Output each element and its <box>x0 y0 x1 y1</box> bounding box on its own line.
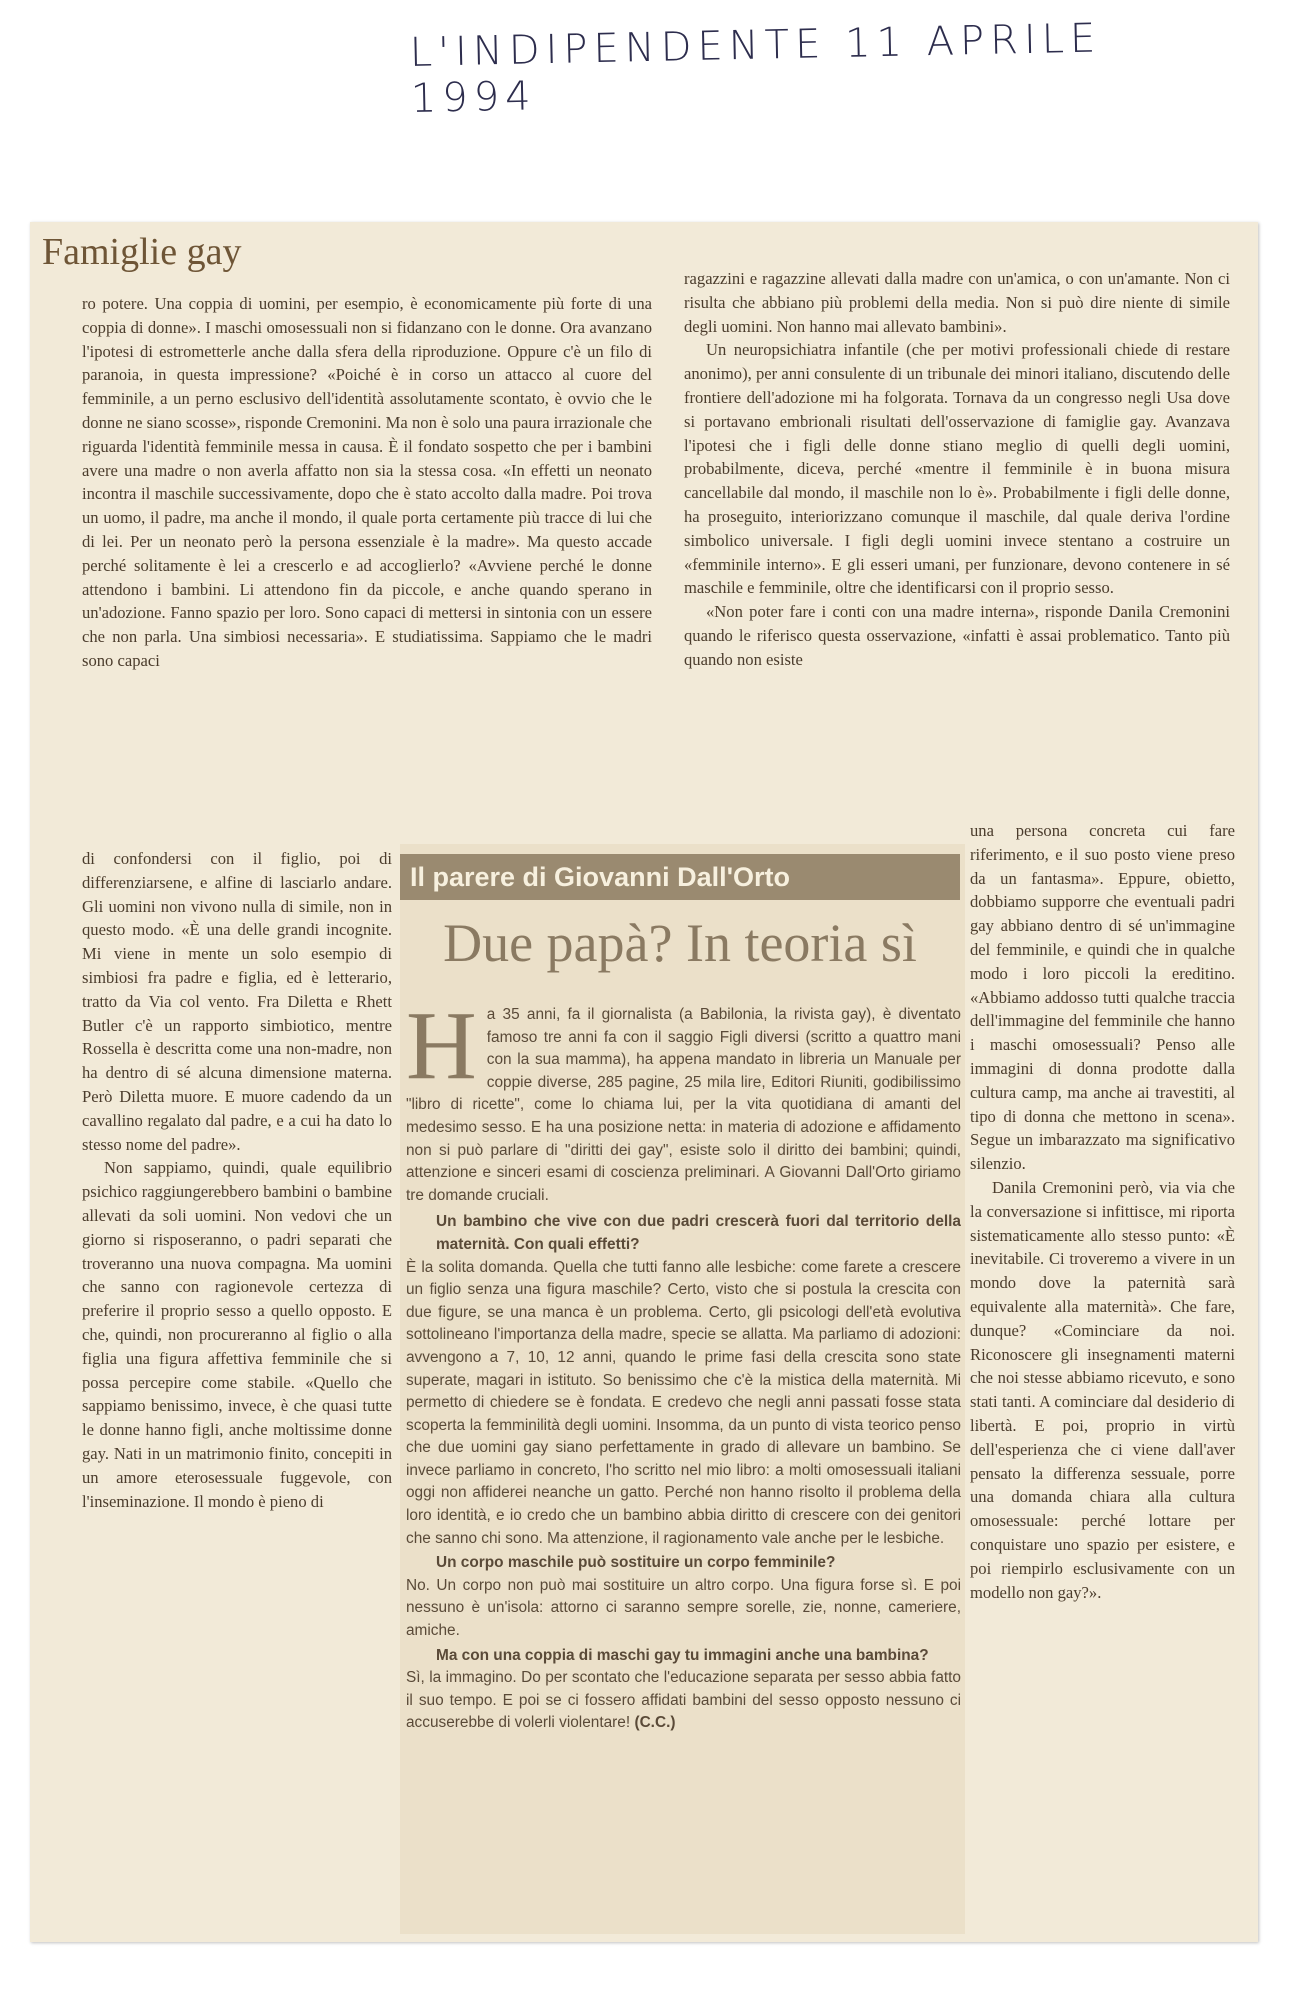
intro-text: a 35 anni, fa il giornalista (a Babilonia, la rivista gay), è diventato famoso tre anni fa con il saggio Figli diversi (scritto a quattro mani con la sua mamma), ha appena mandato in libreria un Manuale per coppie diverse, 285 pagine, 25 mila lire, Editori Riuniti, godibilissimo "libro di ricette", come lo chiama lui, per la vita quotidiana di amanti del medesimo sesso. E ha una posizione netta: in materia di adozione e affidamento non si può parlare di "diritti dei gay", esiste solo il diritto dei bambini; quindi, attenzione e sinceri esami di coscienza preliminari. A Giovanni Dall'Orto giriamo tre domande cruciali. <box>406 1006 961 1204</box>
interview-box <box>400 844 965 1934</box>
paragraph: Non sappiamo, quindi, quale equilibrio psichico raggiungerebbero bambini o bambine allevati da soli uomini. Non vedovi che un giorno si risposeranno, o padri separati che troveranno una nuova compagna. Ma uomini che sanno con ragionevole certezza di preferire il proprio sesso a quello opposto. E che, quindi, non procureranno al figlio o alla figlia una figura affettiva femminile che si possa percepire come stabile. «Quello che sappiamo benissimo, invece, è che quasi tutte le donne hanno figli, anche moltissime donne gay. Nati in un matrimonio finito, concepiti in un amore eterosessuale fuggevole, con l'inseminazione. Il mondo è pieno di <box>82 1158 392 1511</box>
article-column-c <box>684 267 1230 835</box>
author-signature: (C.C.) <box>634 1714 676 1732</box>
paragraph: una persona concreta cui fare riferimento, e il suo posto viene preso da un fantasma». Eppure, obietto, dobbiamo supporre che eventuali padri gay abbiano dentro di sé un'immagine del femminile, e quindi che in qualche modo i loro piccoli la ereditino. «Abbiamo addosso tutti qualche traccia dell'immagine del femminile che hanno i maschi omosessuali? Penso alle immagini di donna prodotte dalla cultura camp, ma anche ai travestiti, al tipo di donna che mettono in scena». Segue un imbarazzato ma significativo silenzio. <box>970 821 1235 1174</box>
newspaper-clipping <box>30 222 1258 1942</box>
question-2: Un corpo maschile può sostituire un corpo femminile? <box>436 1554 836 1572</box>
box-headline: Due papà? In teoria sì <box>443 913 917 973</box>
question-3: Ma con una coppia di maschi gay tu immagini anche una bambina? <box>436 1646 929 1664</box>
interview-intro <box>406 1004 961 1207</box>
paragraph: «Non poter fare i conti con una madre interna», risponde Danila Cremonini quando le riferisco questa osservazione, «infatti è assai problematico. Tanto più quando non esiste <box>684 602 1230 669</box>
article-column-b <box>82 847 392 1927</box>
paragraph: ragazzini e ragazzine allevati dalla madre con un'amica, o con un'amante. Non ci risulta che abbiano più problemi della media. Non si può dire niente di simile degli uomini. Non hanno mai allevato bambini». <box>684 269 1230 336</box>
paragraph: di confondersi con il figlio, poi di differenziarsene, e alfine di lasciarlo andare. Gli uomini non vivono nulla di simile, non in questo modo. «È una delle grandi incognite. Mi viene in mente un solo esempio di simbiosi fra padre e figlia, ed è letterario, tratto da Via col vento. Fra Diletta e Rhett Butler c'è un rapporto simbiotico, mentre Rossella è descritta come una non-madre, non ha dentro di sé alcuna dimensione materna. Però Diletta muore. E muore cadendo da un cavallino regalato dal padre, e a cui ha dato lo stesso nome del padre». <box>82 849 392 1154</box>
article-column-a <box>82 292 652 847</box>
answer-2: No. Un corpo non può mai sostituire un altro corpo. Una figura forse sì. E poi nessuno è un'isola: attorno ci saranno sempre sorelle, zie, nonne, cameriere, amiche. <box>406 1576 961 1640</box>
answer-3-text: Sì, la immagino. Do per scontato che l'educazione separata per sesso abbia fatto il suo tempo. E poi se ci fossero affidati bambini del sesso opposto nessuno ci accuserebbe di volerli violentare! <box>406 1669 961 1732</box>
paragraph: ro potere. Una coppia di uomini, per esempio, è economicamente più forte di una coppia di donne». I maschi omosessuali non si fidanzano con le donne. Ora avanzano l'ipotesi di estrometterle anche dalla sfera della riproduzione. Oppure c'è un filo di paranoia, in questa impressione? «Poiché è in corso un attacco al cuore del femminile, a un perno esclusivo dell'identità assolutamente scontato, è ovvio che le donne ne siano scosse», risponde Cremonini. Ma non è solo una paura irrazionale che riguarda l'identità femminile messa in causa. È il fondato sospetto che per i bambini avere una madre o non averla affatto non sia la stessa cosa. «In effetti un neonato incontra il maschile successivamente, dopo che è stato accolto dalla madre. Poi trova un uomo, il padre, ma anche il mondo, il quale porta certamente più tracce di lui che di lei. Per un neonato però la persona essenziale è la madre». Ma questo accade perché solitamente è lei a crescerlo e ad accoglierlo? «Avviene perché le donne attendono i bambini. Li attendono fin da piccole, e anche quando sperano in un'adozione. Fanno spazio per loro. Sono capaci di mettersi in sintonia con un essere che non parla. Una simbiosi necessaria». E studiatissima. Sappiamo che le madri sono capaci <box>82 294 652 670</box>
article-column-d <box>970 819 1235 1924</box>
answer-3 <box>406 1667 961 1735</box>
paragraph: Un neuropsichiatra infantile (che per motivi professionali chiede di restare anonimo), per anni consulente di un tribunale dei minori italiano, discutendo delle frontiere dell'adozione mi ha folgorata. Tornava da un congresso negli Usa dove si portavano embrionali risultati dell'osservazione di famiglie gay. Avanzava l'ipotesi che i figli delle donne stiano meglio di quelli degli uomini, probabilmente, diceva, perché «mentre il femminile è in buona misura cancellabile dal mondo, il maschile non lo è». Probabilmente i figli delle donne, ha proseguito, interiorizzano comunque il maschile, dal quale deriva l'ordine simbolico universale. I figli degli uomini invece stentano a costruire un «femminile interno». E gli esseri umani, per funzionare, devono contenere in sé maschile e femminile, oltre che identificarsi con il proprio sesso. <box>684 340 1230 598</box>
answer-1: È la solita domanda. Quella che tutti fanno alle lesbiche: come farete a crescere un figlio senza una figura maschile? Certo, visto che si postula la crescita con due figure, se una manca è un problema. Certo, gli psicologi dell'età evolutiva sottolineano l'importanza della madre, specie se allatta. Ma parliamo di adozioni: avvengono a 7, 10, 12 anni, quando le prime fasi della crescita sono state superate, magari in istituto. So benissimo che c'è la mistica della maternità. Mi permetto di chiedere se è fondata. E credevo che negli anni passati fosse stata scoperta la femminilità degli uomini. Insomma, da un punto di vista teorico penso che due uomini gay siano perfettamente in grado di allevare un bambino. Se invece parliamo in concreto, l'ho scritto nel mio libro: a molti omosessuali italiani oggi non affiderei neanche un gatto. Perché non hanno risolto il problema della loro identità, e io credo che un bambino abbia diritto di crescere con dei genitori che sanno chi sono. Ma attenzione, il ragionamento vale anche per le lesbiche. <box>406 1258 961 1547</box>
drop-cap: H <box>406 1004 477 1100</box>
interview-text <box>406 1004 961 1929</box>
question-1: Un bambino che vive con due padri crescerà fuori dal territorio della maternità. Con quali effetti? <box>436 1213 961 1253</box>
section-title: Famiglie gay <box>42 231 242 273</box>
paragraph: Danila Cremonini però, via via che la conversazione si infittisce, mi riporta sistematicamente allo stesso punto: «È inevitabile. Ci troveremo a vivere in un mondo dove la paternità sarà equivalente alla maternità». Che fare, dunque? «Cominciare da noi. Riconoscere gli insegnamenti materni che noi stesse abbiamo ricevuto, e sono stati tanti. A cominciare dal desiderio di libertà. E poi, proprio in virtù dell'esperienza che ci viene dall'aver pensato la differenza sessuale, porre una domanda chiara alla cultura omosessuale: perché lottare per conquistare uno spazio per esistere, e poi riempirlo esclusivamente con un modello non gay?». <box>970 1177 1235 1602</box>
handwritten-source-note: L'INDIPENDENTE 11 APRILE 1994 <box>409 15 1102 122</box>
box-kicker: Il parere di Giovanni Dall'Orto <box>400 854 960 900</box>
